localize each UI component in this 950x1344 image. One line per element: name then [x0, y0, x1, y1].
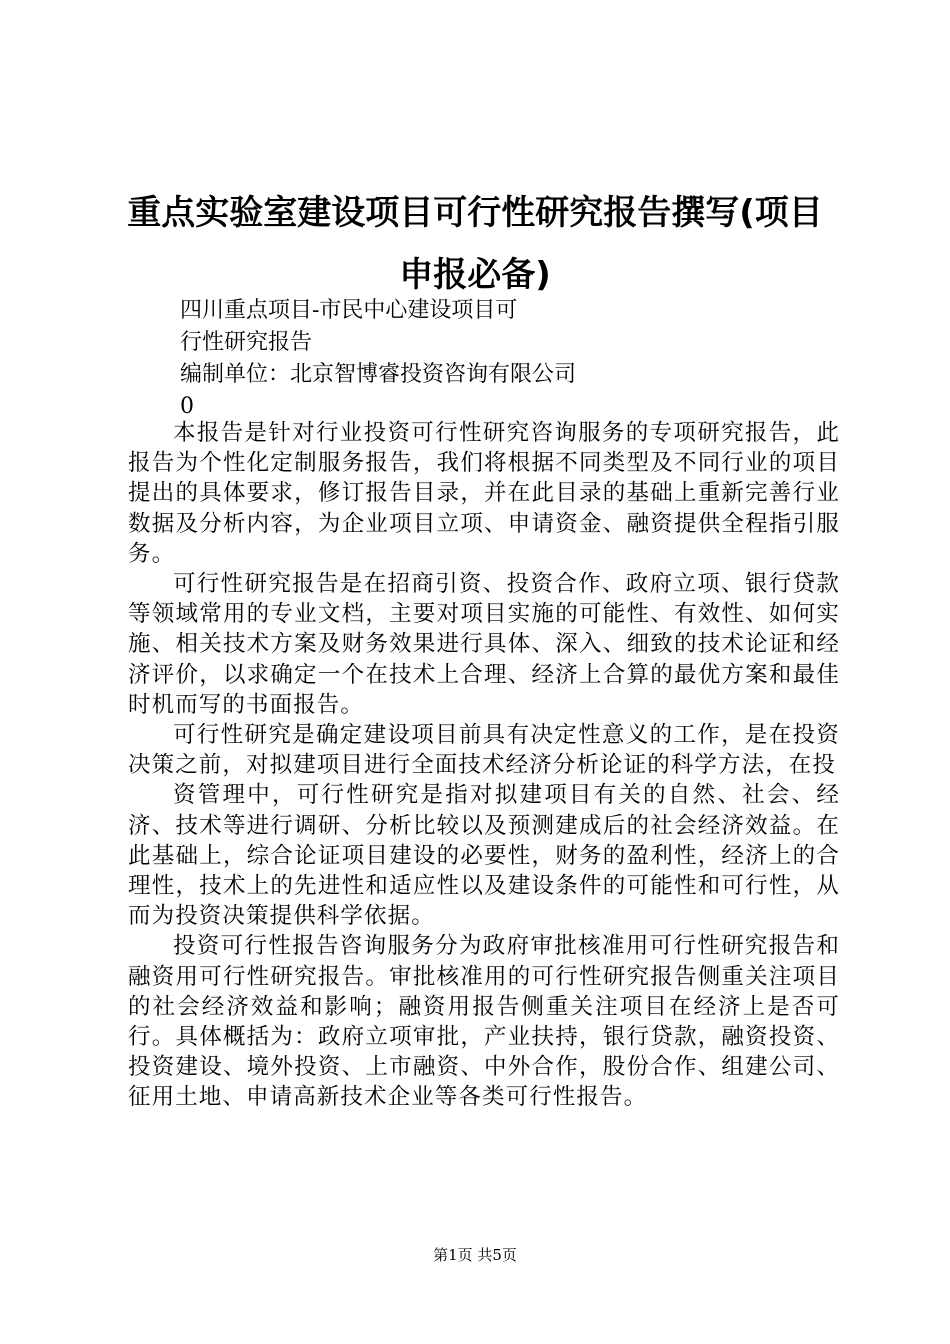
page-number: 第1页 共5页 [433, 1246, 517, 1264]
paragraph: 本报告是针对行业投资可行性研究咨询服务的专项研究报告，此报告为个性化定制服务报告，我们将根据不同类型及不同行业的项目提出的具体要求，修订报告目录，并在此目录的基础上重新完善行业数据及分析内容，为企业项目立项、申请资金、融资提供全程指引服务。 [128, 420, 840, 567]
paragraph: 可行性研究报告是在招商引资、投资合作、政府立项、银行贷款等领域常用的专业文档，主要对项目实施的可能性、有效性、如何实施、相关技术方案及财务效果进行具体、深入、细致的技术论证和经济评价，以求确定一个在技术上合理、经济上合算的最优方案和最佳时机而写的书面报告。 [128, 571, 840, 718]
project-name-line-2: 行性研究报告 [180, 330, 313, 355]
number-line: 0 [180, 394, 194, 419]
paragraph: 投资可行性报告咨询服务分为政府审批核准用可行性研究报告和融资用可行性研究报告。审批核准用的可行性研究报告侧重关注项目的社会经济效益和影响；融资用报告侧重关注项目在经济上是否可行。具体概括为：政府立项审批，产业扶持，银行贷款，融资投资、投资建设、境外投资、上市融资、中外合作，股份合作、组建公司、征用土地、申请高新技术企业等各类可行性报告。 [128, 933, 840, 1111]
paragraph: 资管理中，可行性研究是指对拟建项目有关的自然、社会、经济、技术等进行调研、分析比较以及预测建成后的社会经济效益。在此基础上，综合论证项目建设的必要性，财务的盈利性，经济上的合理性，技术上的先进性和适应性以及建设条件的可能性和可行性，从而为投资决策提供科学依据。 [128, 782, 840, 930]
paragraph: 可行性研究是确定建设项目前具有决定性意义的工作，是在投资决策之前，对拟建项目进行全面技术经济分析论证的科学方法，在投 [128, 722, 840, 779]
project-name-line-1: 四川重点项目-市民中心建设项目可 [180, 298, 518, 323]
document-title: 重点实验室建设项目可行性研究报告撰写(项目申报必备) [127, 193, 823, 295]
compiler-line: 编制单位：北京智博睿投资咨询有限公司 [180, 362, 577, 387]
document-body [128, 418, 840, 1113]
